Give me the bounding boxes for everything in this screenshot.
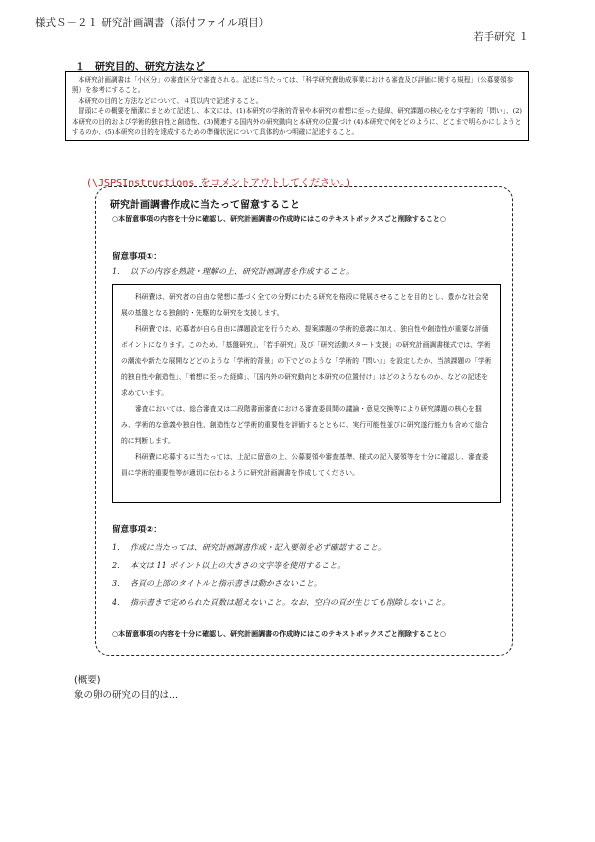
item-text: 本文は 11 ポイント以上の大きさの文字等を使用すること。 (130, 561, 346, 570)
item-text: 以下の内容を熟読・理解の上、研究計画調書を作成すること。 (130, 267, 354, 276)
explanation-paragraph: 科研費では、応募者が自ら自由に課題設定を行うため、提案課題の学術的意義に加え、独自性や創造性が重要な評価ポイントになります。このため、「基盤研究」、「若手研究」及び「研究活動スタート支援」の研究計画調書様式では、学術の潮流や新たな展開などどのような「学術的背景」の下でどのような「学術的『問い』」を設定したか、当該課題の「学術的独自性や創造性」、「着想に至った経緯」、「国内外の研究動向と本研究の位置付け」はどのようなものか、などの記述を求めています。 (121, 325, 492, 397)
item-number: 3. (112, 579, 120, 588)
item-number: 4. (112, 598, 120, 607)
notice-title: 研究計画調書作成に当たって留意すること (110, 200, 300, 211)
comment-out-note: (\JSPSInstructions をコメントアウトしてください。) (86, 178, 352, 189)
summary-body: 象の卵の研究の目的は... (74, 690, 179, 701)
delete-note-bottom: ○本留意事項の内容を十分に確認し、研究計画調書の作成時にはこのテキストボックスごと削除すること○ (112, 630, 447, 638)
instruction-paragraph: 冒頭にその概要を簡潔にまとめて記述し、本文には、(1)本研究の学術的背景や本研究の着想に至った経緯、研究課題の核心をなす学術的「問い」、(2)本研究の目的および学術的独自性と創造性、(3)関連する国内外の研究動向と本研究の位置づけ (4)本研究で何をどのように、どこまで明らかにしようとするのか、(5)本研究の目的を達成するための準備状況について具体的かつ明確に記述すること。 (72, 107, 522, 137)
section-title: １ 研究目的、研究方法など (75, 62, 205, 73)
notice-heading-1: 留意事項①： (112, 252, 162, 262)
instruction-paragraph: 本研究計画調書は「小区分」の審査区分で審査される。記述に当たっては、「科学研究費助成事業における審査及び評価に関する規程」（公募要領参照）を参考にすること。 (72, 76, 514, 95)
item-number: 1. (112, 267, 120, 276)
kakenhi-explanation-box (112, 284, 501, 503)
item-text: 各頁の上部のタイトルと指示書きは動かさないこと。 (130, 579, 322, 588)
instruction-paragraph: 本研究の目的と方法などについて、４頁以内で記述すること。 (78, 96, 263, 105)
item-text: 作成に当たっては、研究計画調書作成・記入要領を必ず確認すること。 (130, 543, 386, 552)
instructions-box (65, 71, 529, 141)
research-category: 若手研究 １ (473, 31, 529, 43)
delete-note-top: ○本留意事項の内容を十分に確認し、研究計画調書の作成時にはこのテキストボックスごと削除すること○ (112, 215, 447, 223)
notice-1-item (112, 266, 354, 277)
notice-2-item (112, 578, 322, 589)
explanation-paragraph: 科研費は、研究者の自由な発想に基づく全ての分野にわたる研究を格段に発展させることを目的とし、豊かな社会発展の基盤となる独創的・先駆的な研究を支援します。 (121, 293, 489, 317)
summary-heading: (概要) (74, 675, 101, 686)
notice-2-item (112, 542, 386, 553)
explanation-paragraph: 審査においては、総合審査又は二段階書面審査における審査委員間の議論・意見交換等により研究課題の核心を掴み、学術的な意義や独自性、創造性など学術的重要性を評価するとともに、実行可能性並びに研究遂行能力も含めて総合的に判断します。 (121, 405, 489, 445)
item-text: 指示書きで定められた頁数は超えないこと。なお、空白の頁が生じても削除しないこと。 (130, 598, 450, 607)
notice-heading-2: 留意事項②： (112, 525, 162, 535)
notice-2-item (112, 560, 345, 571)
form-title: 様式Ｓ－２１ 研究計画調書（添付ファイル項目） (35, 17, 270, 29)
item-number: 1. (112, 543, 120, 552)
explanation-paragraph: 科研費に応募するに当たっては、上記に留意の上、公募要領や審査基準、様式の記入要領等を十分に確認し、審査委員に学術的重要性等が適切に伝わるように研究計画調書を作成してください。 (121, 453, 489, 477)
item-number: 2. (112, 561, 120, 570)
notice-2-item (112, 597, 450, 608)
